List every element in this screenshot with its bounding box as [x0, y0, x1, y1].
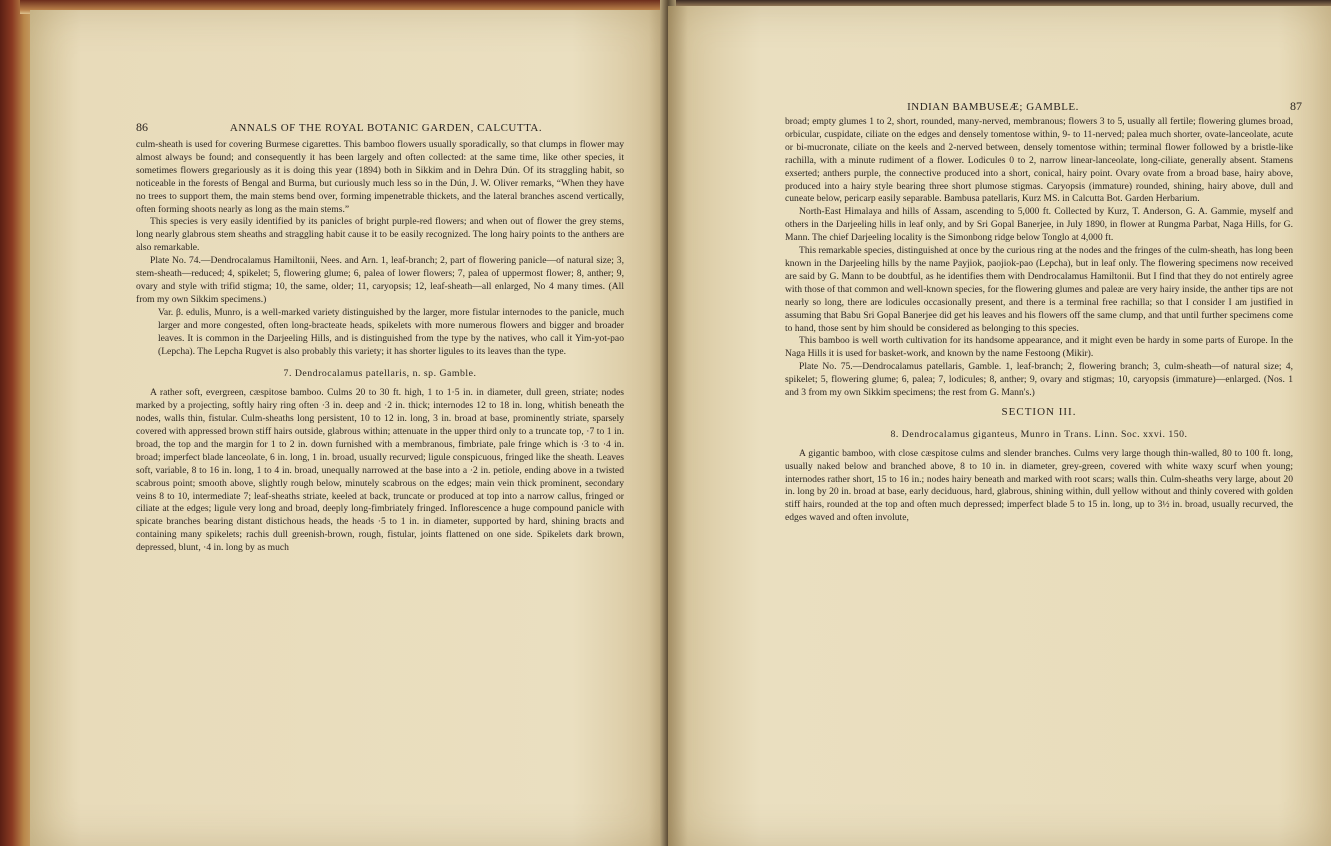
paragraph: This remarkable species, distinguished at once by the curious ring at the nodes and the fringes of the culm-sheath, has long been known in the Darjeeling hills by the name Payjiok, paojiok-pao (Lepcha), but in leaf only. The flowering specimens now received are said by G. Mann to be doubtful, as he identifies them with Dendrocalamus Hamiltonii. But I find that they do not entirely agree with those of that common and well-known species, for the flowering glumes and paleæ are very hairy inside, the anther tips are not nearly so long, there are lodicules occasionally present, and there is a terminal free rachilla; so that I consider I am justified in assuming that Babu Sri Gopal Banerjee did get his leaves and his flowers off the same clump, and that until further specimens come to hand, those sent by him should be considered as belonging to this species. — [785, 245, 1293, 334]
plate-caption: Plate No. 74.—Dendrocalamus Hamiltonii, Nees. and Arn. 1, leaf-branch; 2, part of flowering panicle—of natural size; 3, stem-sheath—reduced; 4, spikelet; 5, flowering glume; 6, palea of lower flowers; 7, palea of uppermost flower; 8, anther; 9, ovary and style with trifid stigma; 10, the same, older; 11, caryopsis; 12, leaf-sheath—all enlarged, No 4 many times. (All from my own Sikkim specimens.) — [136, 255, 624, 305]
right-page — [668, 6, 1331, 846]
variety-paragraph: Var. β. edulis, Munro, is a well-marked variety distinguished by the larger, more fistular internodes to the panicle, much larger and more congested, often long-bracteate heads, spikelets with more numerous flowers and bigger and broader leaves. It is common in the Darjeeling Hills, and is distinguished from the type by the natives, who call it Yim-yot-pao (Lepcha). The Lepcha Rugvet is also probably this variety; it has shorter ligules to its leaves than the type. — [158, 306, 624, 357]
page-number: 87 — [1290, 99, 1302, 113]
text-column — [136, 139, 624, 555]
species-description: A rather soft, evergreen, cæspitose bamboo. Culms 20 to 30 ft. high, 1 to 1·5 in. in diameter, dull green, striate; nodes marked by a projecting, softly hairy ring often ·3 in. deep and ·2 in. thick; internodes 12 to 18 in. long, whitish beneath the nodes, walls thin, fistular. Culm-sheaths long persistent, 10 to 12 in. long, 3 in. broad at base, prominently striate, sparsely covered with appressed brown stiff hairs outside, glabrous within; attenuate in the upper third only to a truncate top, ·7 to 1 in. broad, the top and the margin for 1 to 2 in. down furnished with a membranous, fimbriate, pale fringe which is ·3 to ·4 in. broad; imperfect blade lanceolate, 6 in. long, 1 in. broad, usually recurved; ligule conspicuous, fringed like the sheath. Leaves soft, variable, 8 to 16 in. long, 1 to 4 in. broad, unequally narrowed at the base into a ·2 in. petiole, ending above in a twisted scabrous point; smooth above, slightly rough below, minutely scabrous on the edges; main vein thick prominent, secondary veins 8 to 10, intermediate 7; leaf-sheaths striate, keeled at back, truncate or produced at top into a narrow callus, fringed or ciliate at the edges; ligule very long and broad, deeply long-fimbriately fringed. Inflorescence a huge compound panicle with spicate branches bearing distant distichous heads, the heads ·5 to 1 in. in diameter, supported by hard, shining bracts and containing many spikelets; rachis dull greenish-brown, rough, fistular, joints flattened on one side. Spikelets dark brown, depressed, blunt, ·4 in. long by as much — [136, 387, 624, 554]
species-heading: 8. Dendrocalamus giganteus, Munro in Trans. Linn. Soc. xxvi. 150. — [890, 428, 1188, 440]
running-title: ANNALS OF THE ROYAL BOTANIC GARDEN, CALCUTTA. — [229, 122, 543, 134]
paragraph: North-East Himalaya and hills of Assam, ascending to 5,000 ft. Collected by Kurz, T. Anderson, G. A. Gammie, myself and others in the Darjeeling hills in leaf only, and by Sri Gopal Banerjee, in July 1890, in flower at Rungma Parbat, Naga Hills, for G. Mann. The chief Darjeeling locality is the Simonbong ridge below Tonglo at 4,000 ft. — [785, 206, 1293, 244]
text-column — [785, 116, 1293, 525]
paragraph: broad; empty glumes 1 to 2, short, rounded, many-nerved, membranous; flowers 3 to 5, usually all fertile; flowering glumes broad, orbicular, cuspidate, ciliate on the edges and densely tomentose within, 9- to 11-nerved; palea much shorter, ovate-lanceolate, acute or bi-mucronate, ciliate on the keels and 2-nerved between, densely tomentose within; terminal flower followed by a bristle-like rachilla, with a minute rudiment of a flower. Lodicules 0 to 2, narrow linear-lanceolate, long-ciliate, generally absent. Stamens exserted; anthers purple, the connective produced into a short, conical, hairy point. Ovary ovate from a broad base, hairy above, produced into a hairy style bearing three short plumose stigmas. Caryopsis (immature) rounded, shining, hairy above, dull and cuneate below, pericarp easily separable. Bambusa patellaris, Kurz MS. in Calcutta Bot. Garden Herbarium. — [785, 116, 1293, 205]
paragraph: culm-sheath is used for covering Burmese cigarettes. This bamboo flowers usually sporadically, so that clumps in flower may almost always be found; and consequently it has been largely and often collected: at the same time, like other species, it sometimes flowers gregariously as it is doing this year (1894) both in Sikkim and in Dehra Dún. Of its straggling habit, so noticeable in the forests of Bengal and Burma, but curiously much less so in the Dún, J. W. Oliver remarks, “When they have no trees to support them, the main stems bend over, forming impenetrable thickets, and the lateral branches ascend vertically, often forming shoots nearly as long as the main stems.” — [136, 139, 624, 215]
running-title: INDIAN BAMBUSEÆ; GAMBLE. — [907, 101, 1079, 113]
section-heading: SECTION III. — [1001, 405, 1077, 418]
paragraph: This species is very easily identified by its panicles of bright purple-red flowers; and when out of flower the grey stems, long nearly glabrous stem sheaths and straggling habit cause it to be easily recognized. The long hairy points to the anthers are also remarkable. — [136, 216, 624, 254]
page-number: 86 — [136, 120, 148, 134]
species-description: A gigantic bamboo, with close cæspitose culms and slender branches. Culms very large though thin-walled, 80 to 100 ft. long, usually naked below and branched above, 8 to 10 in. in diameter, grey-green, covered with white waxy scurf when young; internodes rather short, 15 to 16 in.; nodes hairy beneath and marked with root scars; walls thin. Culm-sheaths very large, about 20 in. long by 20 in. broad at base, early deciduous, hard, glabrous, shining within, dull yellow without and thinly covered with golden stiff hairs, rounded at the top and often much depressed; imperfect blade 5 to 15 in. long, up to 3½ in. broad, usually recurved, the edges waved and often involute, — [785, 447, 1293, 524]
paragraph: This bamboo is well worth cultivation for its handsome appearance, and it might even be hardy in some parts of Europe. In the Naga Hills it is used for basket-work, and known by the name Festoong (Mikir). — [785, 335, 1293, 360]
plate-caption: Plate No. 75.—Dendrocalamus patellaris, Gamble. 1, leaf-branch; 2, flowering branch; 3, culm-sheath—of natural size; 4, spikelet; 5, flowering glume; 6, palea; 7, lodicules; 8, anther; 9, ovary and stigmas; 10, caryopsis (immature)—enlarged. (Nos. 1 and 3 from my own Sikkim specimens; the rest from G. Mann's.) — [785, 361, 1293, 399]
left-page — [30, 10, 668, 846]
species-heading: 7. Dendrocalamus patellaris, n. sp. Gamble. — [283, 368, 477, 380]
